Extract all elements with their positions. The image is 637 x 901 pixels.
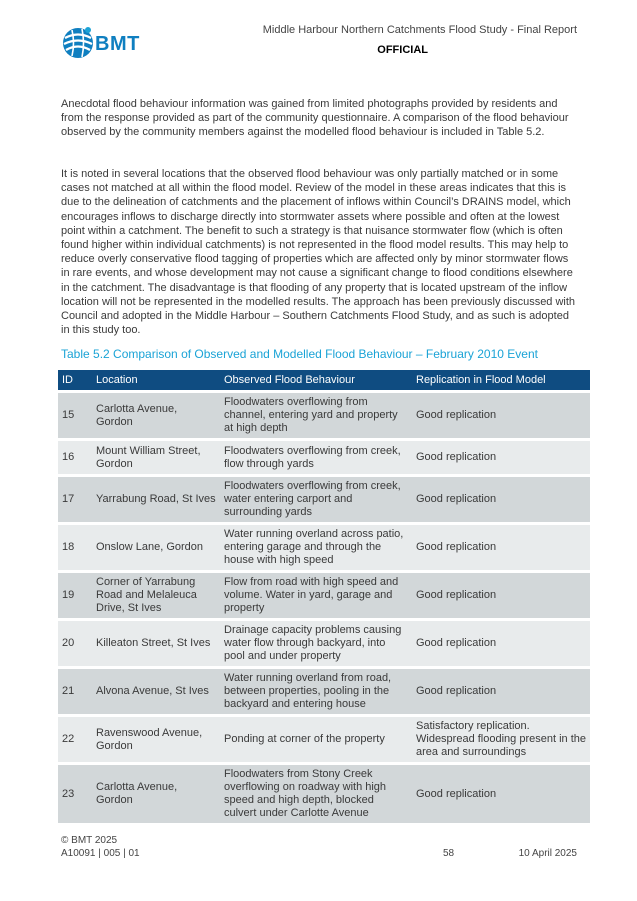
logo-text: BMT <box>95 33 140 55</box>
table-row <box>58 441 590 474</box>
paragraph-anecdotal: Anecdotal flood behaviour information was gained from limited photographs provided by residents and from the response provided as part of the community questionnaire. A comparison of the flood behaviour observed by the community members against the modelled flood behaviour is included in Table 5.2. <box>61 98 569 139</box>
cell-location: Carlotta Avenue, Gordon <box>92 393 220 438</box>
cell-observed: Water running overland from road, between properties, pooling in the backyard and entering house <box>220 669 412 714</box>
cell-location: Yarrabung Road, St Ives <box>92 477 220 522</box>
table-caption: Table 5.2 Comparison of Observed and Modelled Flood Behaviour – February 2010 Event <box>61 347 538 361</box>
cell-location: Corner of Yarrabung Road and Melaleuca Drive, St Ives <box>92 573 220 618</box>
cell-replication: Good replication <box>412 477 590 522</box>
footer-copyright: © BMT 2025 <box>61 835 118 846</box>
cell-replication: Good replication <box>412 621 590 666</box>
table-row <box>58 573 590 618</box>
cell-id: 17 <box>58 477 92 522</box>
paragraph-model-review: It is noted in several locations that the observed flood behaviour was only partially matched or in some cases not matched at all within the flood model. Review of the model in these areas indicates that this is due to the delineation of catchments and the placement of inflows within Council’s DRAINS model, which encourages inflows to discharge directly into stormwater assets where possible and often at the lowest point within a catchment. The benefit to such a strategy is that nuisance stormwater flow (which is often found higher within individual catchments) is not represented in the flood model results. This may help to reduce overly conservative flood tagging of properties which are affected only by minor stormwater flows in rare events, and whose development may not cause a significant change to flood conditions elsewhere in the catchment. The disadvantage is that flooding of any property that is located upstream of the inflow location will not be represented in the modelled results. The approach has been previously discussed with Council and adopted in the Middle Harbour – Southern Catchments Flood Study, and as such is adopted in this study too. <box>61 168 576 337</box>
table-row <box>58 717 590 762</box>
cell-replication: Good replication <box>412 441 590 474</box>
cell-replication: Good replication <box>412 765 590 823</box>
table-row <box>58 669 590 714</box>
cell-id: 20 <box>58 621 92 666</box>
cell-observed: Floodwaters overflowing from creek, water entering carport and surrounding yards <box>220 477 412 522</box>
footer-page-number: 58 <box>443 848 455 859</box>
cell-observed: Ponding at corner of the property <box>220 717 412 762</box>
footer-date: 10 April 2025 <box>518 848 577 859</box>
cell-id: 16 <box>58 441 92 474</box>
classification-label: OFFICIAL <box>377 44 428 56</box>
cell-id: 21 <box>58 669 92 714</box>
cell-location: Alvona Avenue, St Ives <box>92 669 220 714</box>
footer-doc-ref: A10091 | 005 | 01 <box>61 848 140 859</box>
cell-replication: Good replication <box>412 393 590 438</box>
table-row <box>58 525 590 570</box>
cell-id: 18 <box>58 525 92 570</box>
cell-replication: Good replication <box>412 573 590 618</box>
cell-location: Killeaton Street, St Ives <box>92 621 220 666</box>
cell-location: Onslow Lane, Gordon <box>92 525 220 570</box>
bmt-logo <box>61 22 151 64</box>
header-observed: Observed Flood Behaviour <box>220 370 412 390</box>
bmt-globe-icon <box>61 22 95 62</box>
cell-observed: Floodwaters overflowing from channel, entering yard and property at high depth <box>220 393 412 438</box>
header-location: Location <box>92 370 220 390</box>
cell-location: Mount William Street, Gordon <box>92 441 220 474</box>
cell-id: 23 <box>58 765 92 823</box>
table-row <box>58 393 590 438</box>
header-id: ID <box>58 370 92 390</box>
table-row <box>58 621 590 666</box>
cell-observed: Water running overland across patio, entering garage and through the house with high speed <box>220 525 412 570</box>
cell-replication: Good replication <box>412 525 590 570</box>
cell-observed: Drainage capacity problems causing water flow through backyard, into pool and under property <box>220 621 412 666</box>
cell-id: 22 <box>58 717 92 762</box>
cell-observed: Floodwaters overflowing from creek, flow through yards <box>220 441 412 474</box>
table-row <box>58 477 590 522</box>
table-row <box>58 765 590 823</box>
cell-replication: Satisfactory replication. Widespread flooding present in the area and surroundings <box>412 717 590 762</box>
cell-id: 19 <box>58 573 92 618</box>
report-title: Middle Harbour Northern Catchments Flood Study - Final Report <box>262 24 577 36</box>
table-header-row <box>58 370 590 390</box>
cell-id: 15 <box>58 393 92 438</box>
cell-observed: Flow from road with high speed and volume. Water in yard, garage and property <box>220 573 412 618</box>
cell-location: Ravenswood Avenue, Gordon <box>92 717 220 762</box>
cell-location: Carlotta Avenue, Gordon <box>92 765 220 823</box>
cell-replication: Good replication <box>412 669 590 714</box>
comparison-table <box>58 367 590 826</box>
cell-observed: Floodwaters from Stony Creek overflowing on roadway with high speed and high depth, blocked culvert under Carlotte Avenue <box>220 765 412 823</box>
header-replication: Replication in Flood Model <box>412 370 590 390</box>
